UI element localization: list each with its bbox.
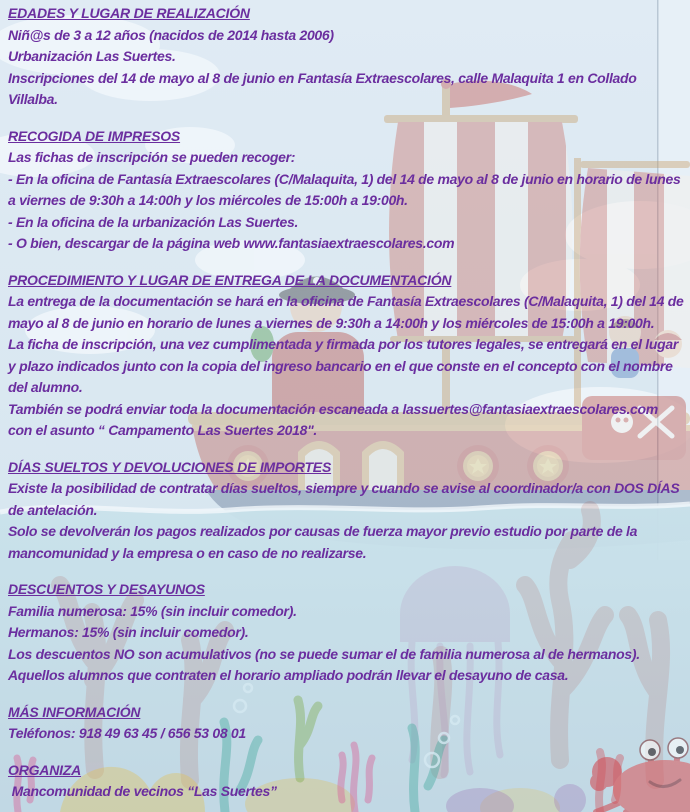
section-paragraph: - En la oficina de Fantasía Extraescolares (C/Malaquita, 1) del 14 de mayo al 8 de junio en horario de lunes a viernes de 9:30h a 14:00h y los miércoles de 15:00h a 19:00h. bbox=[8, 170, 685, 208]
section-paragraph: Hermanos: 15% (sin incluir comedor). bbox=[8, 624, 249, 640]
document-section bbox=[8, 702, 684, 745]
section-paragraph: Aquellos alumnos que contraten el horario ampliado podrán llevar el desayuno de casa. bbox=[8, 667, 569, 683]
section-paragraph: Existe la posibilidad de contratar días sueltos, siempre y cuando se avise al coordinador/a con DOS DÍAS de antelación. bbox=[8, 480, 683, 518]
section-paragraph: Urbanización Las Suertes. bbox=[8, 48, 176, 64]
document-section bbox=[8, 760, 684, 803]
section-paragraph: Familia numerosa: 15% (sin incluir comedor). bbox=[8, 602, 297, 619]
section-paragraph: Solo se devolverán los pagos realizados por causas de fuerza mayor previo estudio por parte de la mancomunidad y la empresa o en caso de no realizarse. bbox=[8, 523, 641, 561]
section-paragraph: Mancomunidad de vecinos “Las Suertes” bbox=[8, 783, 277, 799]
section-paragraph: También se podrá enviar toda la documentación escaneada a lassuertes@fantasiaextraescolares.com con el asunto “ Campamento Las Suertes 2018". bbox=[8, 400, 662, 438]
document-section bbox=[8, 457, 684, 565]
section-heading: EDADES Y LUGAR DE REALIZACIÓN bbox=[8, 5, 250, 21]
section-heading: ORGANIZA bbox=[8, 761, 82, 778]
document-section bbox=[8, 270, 688, 442]
section-paragraph: La ficha de inscripción, una vez cumplimentada y firmada por los tutores legales, se entregará en el lugar y plazo indicados junto con la copia del ingreso bancario en el que conste en el concepto con el nombre del alumno. bbox=[8, 336, 682, 395]
section-paragraph: Niñ@s de 3 a 12 años (nacidos de 2014 hasta 2006) bbox=[8, 26, 334, 43]
section-paragraph: La entrega de la documentación se hará en la oficina de Fantasía Extraescolares (C/Malaquita, 1) del 14 de mayo al 8 de junio en horario de lunes a viernes de 9:30h a 14:00h y los miércoles de 15:00h a 19:00h. bbox=[8, 293, 688, 331]
section-heading: PROCEDIMIENTO Y LUGAR DE ENTREGA DE LA DOCUMENTACIÓN bbox=[8, 271, 452, 288]
section-paragraph: Los descuentos NO son acumulativos (no se puede sumar el de familia numerosa al de hermanos). bbox=[8, 645, 640, 662]
section-heading: RECOGIDA DE IMPRESOS bbox=[8, 127, 181, 144]
section-heading: DÍAS SUELTOS Y DEVOLUCIONES DE IMPORTES bbox=[8, 458, 332, 475]
section-paragraph: - En la oficina de la urbanización Las Suertes. bbox=[8, 213, 299, 230]
document-section bbox=[8, 3, 684, 111]
section-paragraph: Las fichas de inscripción se pueden recoger: bbox=[8, 149, 296, 165]
section-heading: MÁS INFORMACIÓN bbox=[8, 703, 141, 720]
section-paragraph: Teléfonos: 918 49 63 45 / 656 53 08 01 bbox=[8, 725, 246, 741]
section-heading: DESCUENTOS Y DESAYUNOS bbox=[8, 581, 205, 597]
document-section bbox=[8, 126, 684, 255]
section-paragraph: Inscripciones del 14 de mayo al 8 de junio en Fantasía Extraescolares, calle Malaquita 1 en Collado Villalba. bbox=[8, 69, 641, 107]
section-paragraph: - O bien, descargar de la página web www.fantasiaextraescolares.com bbox=[8, 235, 455, 251]
document-section bbox=[8, 579, 684, 687]
